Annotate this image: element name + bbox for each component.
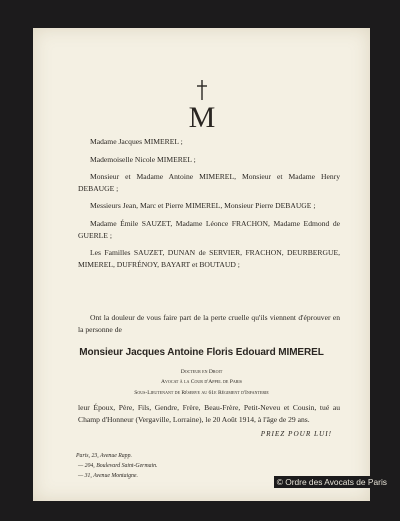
address-line: — 204, Boulevard Saint-Germain.	[78, 462, 158, 469]
title-line: Sous-Lieutenant de Réserve au 61e Régiment d'Infanterie	[134, 389, 269, 396]
recipients-list	[78, 136, 340, 276]
details-text: leur Époux, Père, Fils, Gendre, Frère, Beau-Frère, Petit-Neveu et Cousin, tué au Champ d'Honneur (Vergaville, Lorraine), le 20 Août 1914, à l'âge de 29 ans.	[78, 403, 340, 424]
recipient-line: Mademoiselle Nicole MIMEREL ;	[90, 154, 196, 164]
address-line: — 31, Avenue Montaigne.	[78, 472, 138, 479]
deceased-titles	[33, 367, 370, 398]
announcement-paper	[33, 28, 370, 501]
monogram-letter: M	[188, 101, 215, 134]
cross-monogram	[33, 78, 370, 138]
prayer-text: PRIEZ POUR LUI!	[260, 430, 332, 438]
copyright-credit: © Ordre des Avocats de Paris	[274, 476, 390, 488]
recipient-line: Madame Jacques MIMEREL ;	[90, 137, 183, 146]
recipient-line: Monsieur et Madame Antoine MIMEREL, Monsieur et Madame Henry DEBAUGE ;	[78, 172, 340, 193]
recipient-line: Madame Émile SAUZET, Madame Léonce FRACHON, Madame Edmond de GUERLE ;	[78, 218, 340, 240]
addresses	[76, 452, 157, 481]
recipient-line: Messieurs Jean, Marc et Pierre MIMEREL, Monsieur Pierre DEBAUGE ;	[90, 201, 316, 211]
title-line: Avocat à la Cour d'Appel de Paris	[161, 379, 242, 386]
title-line: Docteur en Droit	[180, 369, 223, 375]
address-line: Paris, 23, Avenue Rapp.	[76, 453, 132, 459]
recipient-line: Les Familles SAUZET, DUNAN de SERVIER, FRACHON, DEURBERGUE, MIMEREL, DUFRÉNOY, BAYART et BOUTAUD ;	[78, 248, 340, 269]
deceased-name: Monsieur Jacques Antoine Floris Edouard MIMEREL	[79, 347, 324, 358]
intro-text: Ont la douleur de vous faire part de la perte cruelle qu'ils viennent d'éprouver en la personne de	[78, 313, 340, 334]
